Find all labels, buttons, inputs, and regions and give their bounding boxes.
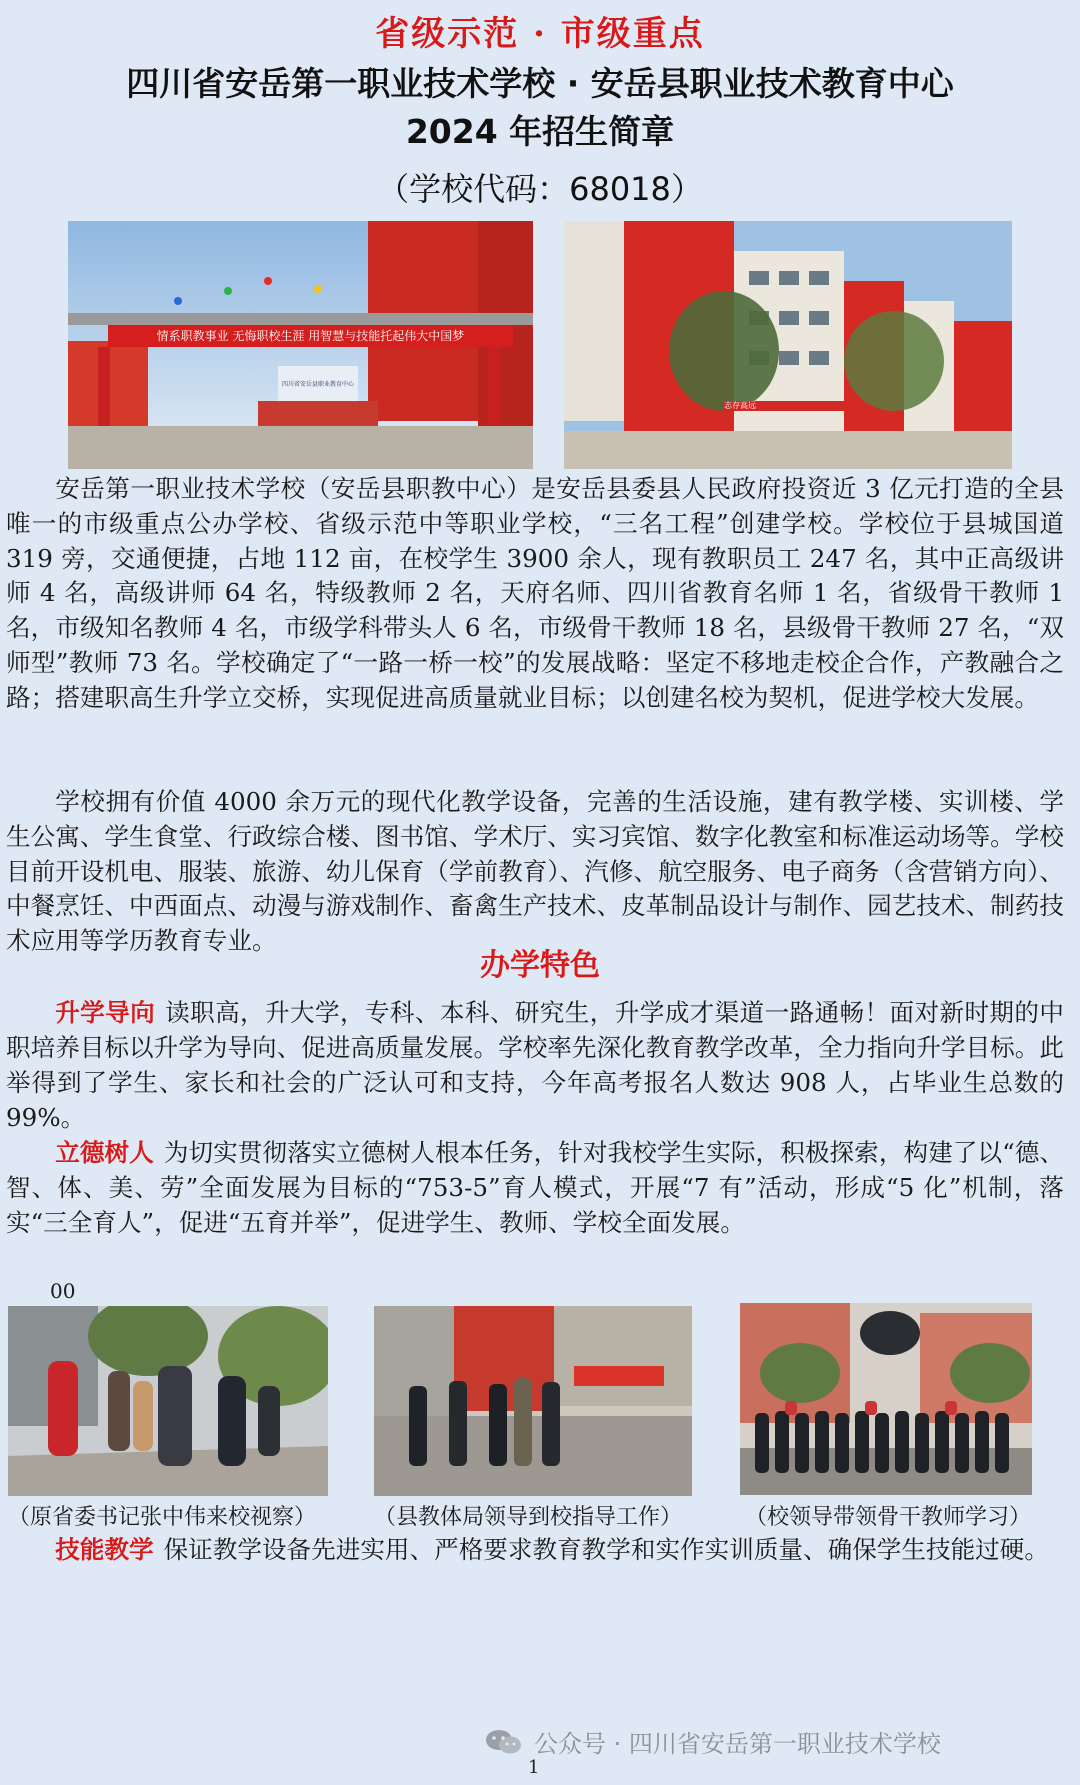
school-code: （学校代码：68018）	[377, 170, 703, 208]
feature-skills-teaching	[6, 1532, 1064, 1567]
section-title-features: 办学特色	[480, 948, 600, 983]
feature-keyword: 升学导向	[55, 998, 156, 1027]
photo-leader-visit	[8, 1306, 328, 1496]
watermark-text: 公众号 · 四川省安岳第一职业技术学校	[534, 1730, 941, 1758]
photo-teachers-study	[740, 1303, 1032, 1495]
feature-moral-education	[6, 1135, 1064, 1240]
feature-keyword: 技能教学	[55, 1535, 154, 1564]
school-building-photo	[564, 221, 1012, 469]
brochure-title: 2024 年招生简章	[405, 112, 675, 151]
feature-upgrade-orientation	[6, 995, 1064, 1135]
feature-keyword: 立德树人	[55, 1138, 154, 1167]
wechat-icon	[484, 1727, 524, 1757]
watermark	[484, 1724, 941, 1759]
tagline: 省级示范 · 市级重点	[375, 14, 705, 54]
caption-bureau-guidance: （县教体局领导到校指导工作）	[374, 1505, 683, 1530]
school-title: 四川省安岳第一职业技术学校 · 安岳县职业技术教育中心	[126, 64, 954, 103]
intro-paragraph-2: 学校拥有价值 4000 余万元的现代化教学设备，完善的生活设施，建有教学楼、实训楼、学生公寓、学生食堂、行政综合楼、图书馆、学术厅、实习宾馆、数字化教室和标准运动场等。学校目前开设机电、服装、旅游、幼儿保育（学前教育）、汽修、航空服务、电子商务（含营销方向）、中餐烹饪、中西面点、动漫与游戏制作、畜禽生产技术、皮革制品设计与制作、园艺技术、制药技术应用等学历教育专业。	[6, 787, 1064, 956]
photo-bureau-guidance	[374, 1306, 692, 1496]
caption-teachers-study: （校领导带领骨干教师学习）	[745, 1505, 1032, 1530]
building-sign-text: 志存高远	[724, 401, 756, 410]
caption-leader-visit: （原省委书记张中伟来校视察）	[8, 1505, 317, 1530]
page-number: 1	[528, 1757, 540, 1778]
gate-banner-text: 情系职教事业 无悔职校生涯 用智慧与技能托起伟大中国梦	[156, 329, 465, 343]
feature-text: 读职高，升大学，专科、本科、研究生，升学成才渠道一路通畅！面对新时期的中职培养目标以升学为导向、促进高质量发展。学校率先深化教育教学改革，全力指向升学目标。此举得到了学生、家长和社会的广泛认可和支持，今年高考报名人数达 908 人，占毕业生总数的 99%。	[6, 998, 1064, 1132]
intro-paragraph-1: 安岳第一职业技术学校（安岳县职教中心）是安岳县委县人民政府投资近 3 亿元打造的全县唯一的市级重点公办学校、省级示范中等职业学校，“三名工程”创建学校。学校位于县城国道 319 旁，交通便捷，占地 112 亩，在校学生 3900 余人，现有教职员工 247 名，其中正高级讲师 4 名，高级讲师 64 名，特级教师 2 名，天府名师、四川省教育名师 1 名，省级骨干教师 1 名，市级知名教师 4 名，市级学科带头人 6 名，市级骨干教师 18 名，县级骨干教师 27 名，“双师型”教师 73 名。学校确定了“一路一桥一校”的发展战略：坚定不移地走校企合作，产教融合之路；搭建职高生升学立交桥，实现促进高质量就业目标；以创建名校为契机，促进学校大发展。	[6, 474, 1065, 712]
feature-text: 为切实贯彻落实立德树人根本任务，针对我校学生实际，积极探索，构建了以“德、智、体、美、劳”全面发展为目标的“753-5”育人模式，开展“7 有”活动，形成“5 化”机制，落实“三全育人”，促进“五育并举”，促进学生、教师、学校全面发展。	[6, 1138, 1064, 1237]
feature-text: 保证教学设备先进实用、严格要求教育教学和实作实训质量、确保学生技能过硬。	[163, 1535, 1049, 1564]
stray-text: 00	[50, 1279, 76, 1303]
school-gate-photo	[68, 221, 533, 469]
gate-sign-text: 四川省安岳县职业教育中心	[281, 381, 354, 388]
